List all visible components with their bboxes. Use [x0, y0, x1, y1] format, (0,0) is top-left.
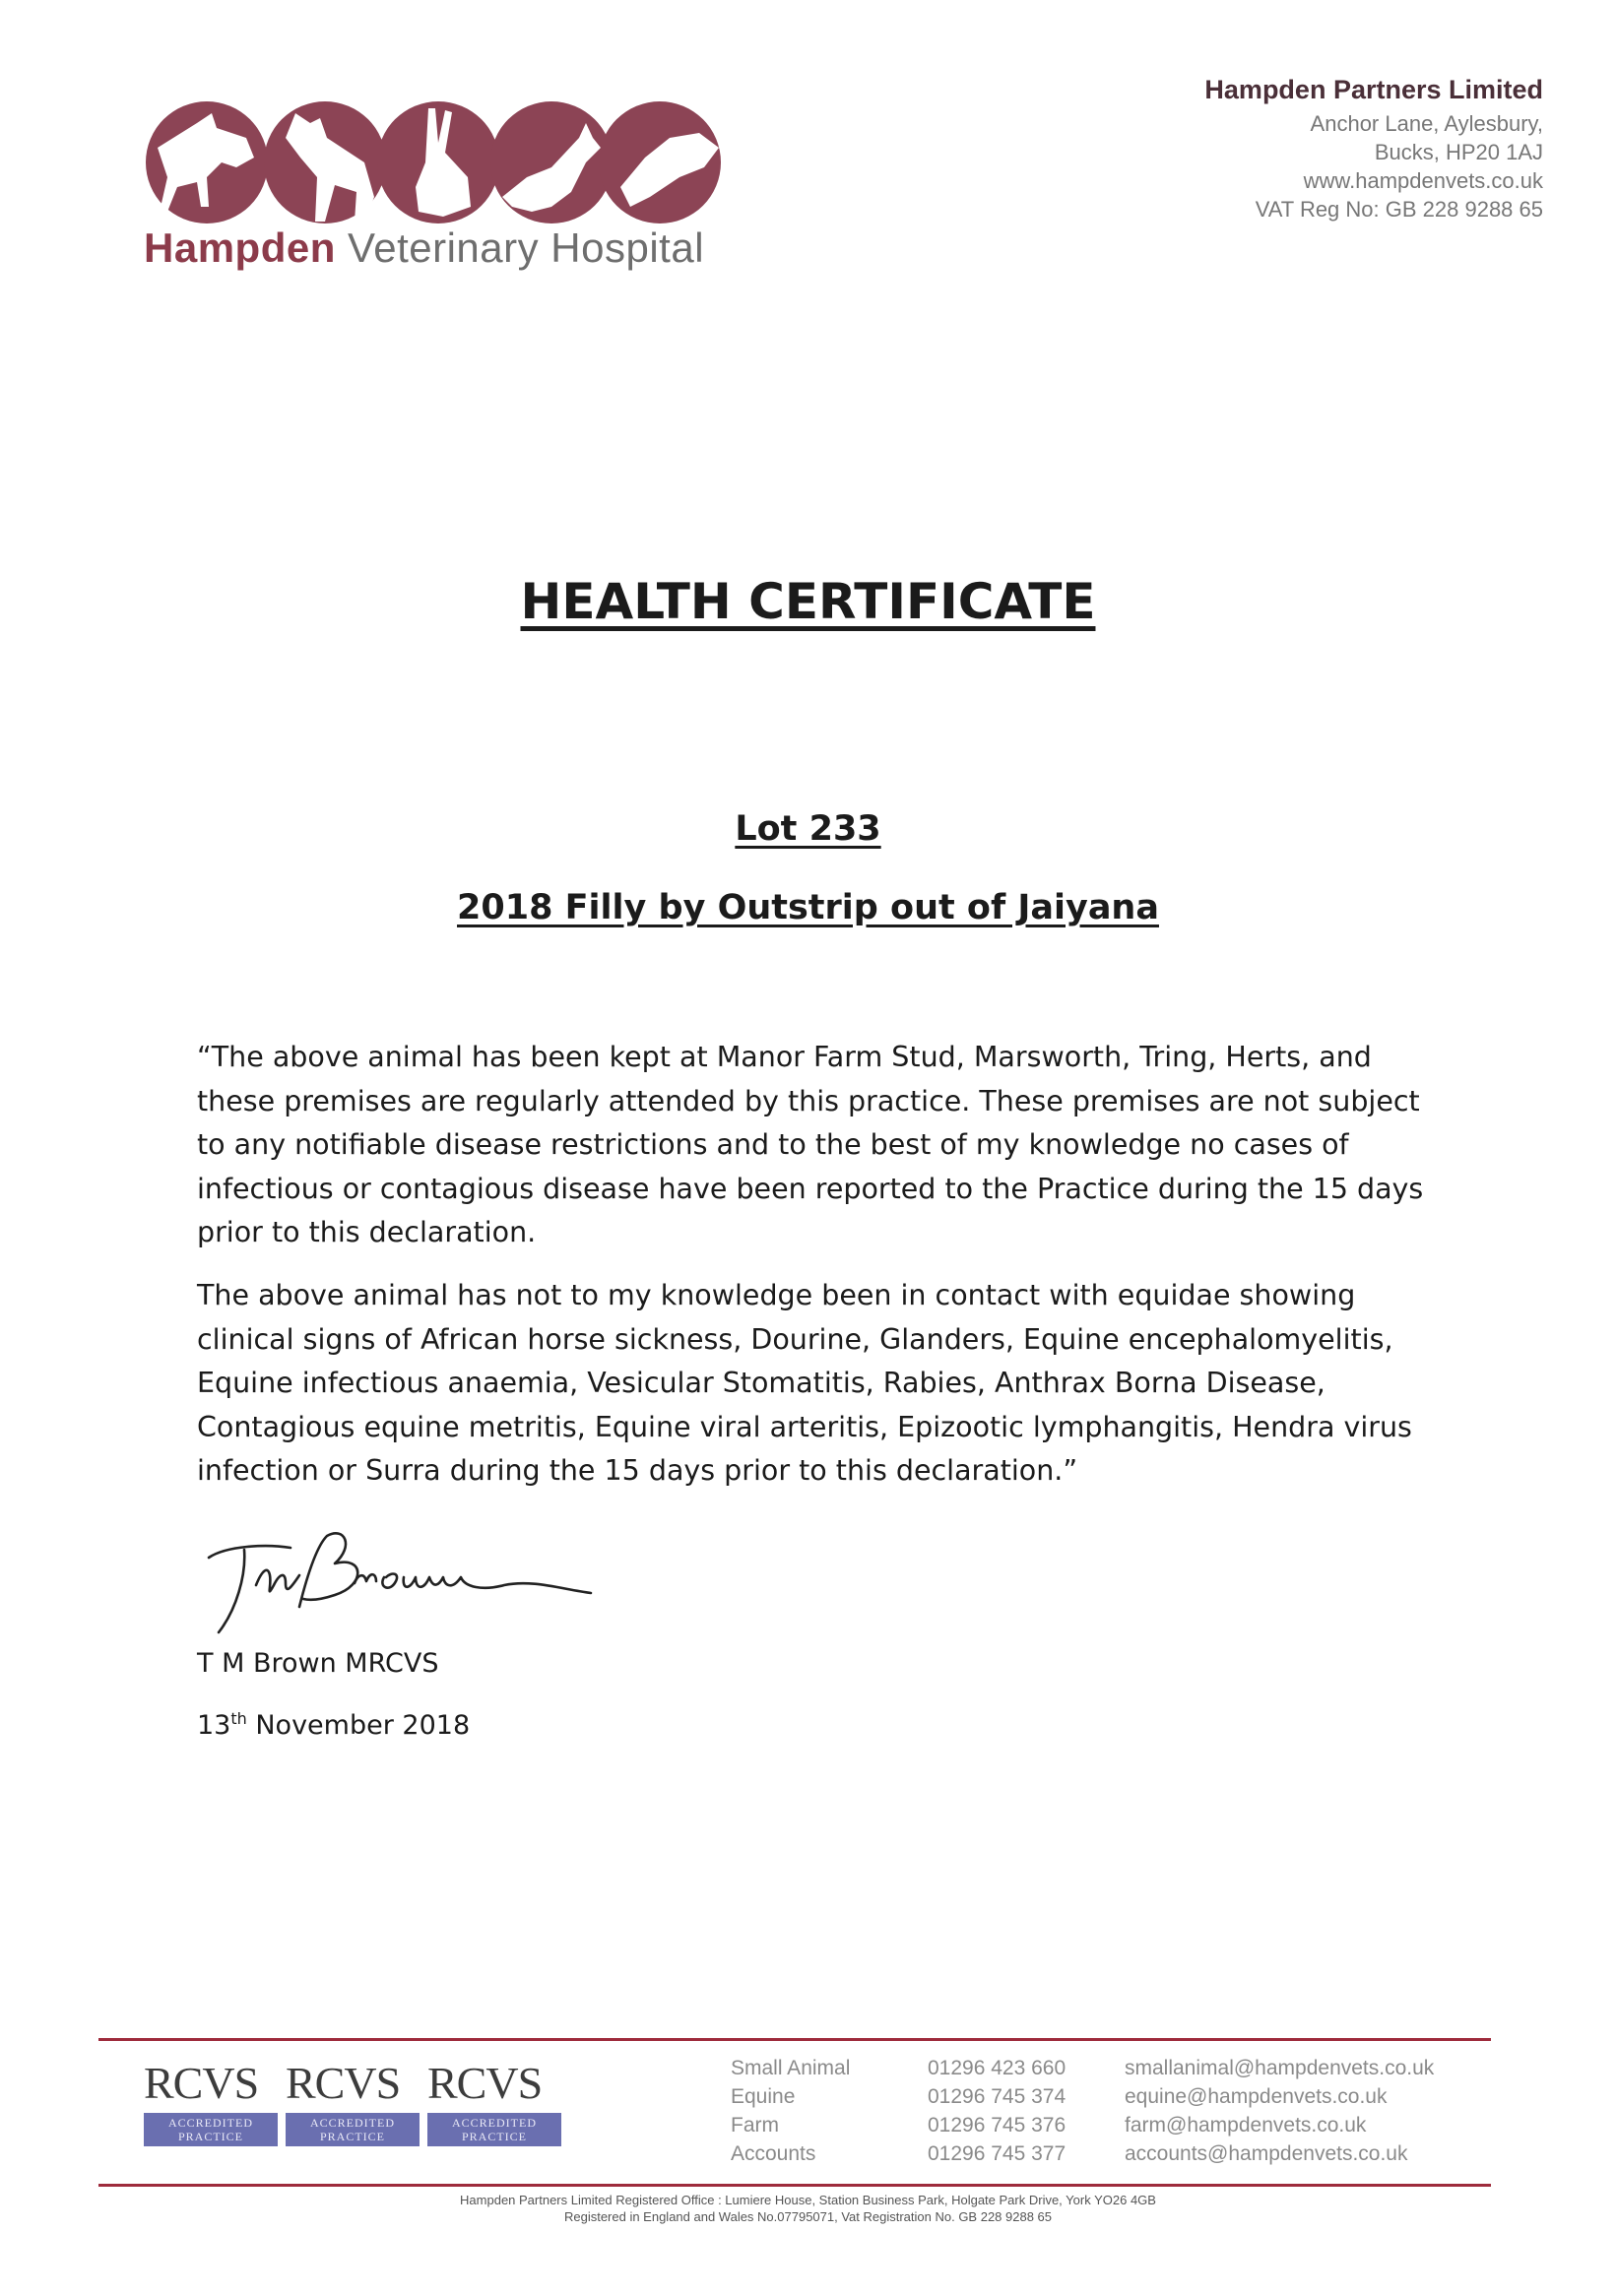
lot-number: Lot 233 — [735, 809, 881, 849]
contact-row — [731, 2054, 1519, 2082]
company-website: www.hampdenvets.co.uk — [1303, 168, 1543, 193]
rcvs-logo-text: RCVS — [144, 2058, 259, 2108]
rcvs-accredited-badge — [144, 2060, 278, 2160]
address-line-1: Anchor Lane, Aylesbury, — [1310, 111, 1543, 136]
contact-table — [731, 2054, 1519, 2168]
animal-description: 2018 Filly by Outstrip out of Jaiyana — [457, 888, 1159, 927]
badge-line-1: ACCREDITED — [452, 2116, 537, 2130]
certificate-date — [197, 1709, 470, 1741]
badge-line-2: PRACTICE — [319, 2130, 385, 2143]
date-month-year: November 2018 — [246, 1710, 471, 1741]
contact-email: equine@hampdenvets.co.uk — [1125, 2085, 1388, 2108]
registered-office-line: Hampden Partners Limited Registered Office : Lumiere House, Station Business Park, Holgate Park Drive, York YO26 4GB — [460, 2193, 1156, 2207]
badge-line-2: PRACTICE — [177, 2130, 243, 2143]
vat-number: VAT Reg No: GB 228 9288 65 — [1255, 197, 1543, 222]
date-ordinal-suffix: th — [230, 1709, 247, 1728]
contact-email: farm@hampdenvets.co.uk — [1125, 2114, 1367, 2137]
declaration-paragraph-2: The above animal has not to my knowledge been in contact with equidae showing clinical signs of African horse sickness, Dourine, Glanders, Equine encephalomyelitis, Equine infectious anaemia, Vesicular Stomatitis, Rabies, Anthrax Borna Disease, Contagious equine metritis, Equine viral arteritis, Epizootic lymphangitis, Hendra virus infection or Surra during the 15 days prior to this declaration.” — [197, 1279, 1412, 1487]
badge-line-2: PRACTICE — [461, 2130, 527, 2143]
contact-row — [731, 2082, 1519, 2111]
accredited-practice-label — [427, 2113, 561, 2146]
contact-email: accounts@hampdenvets.co.uk — [1125, 2142, 1408, 2165]
company-address-block — [1031, 75, 1543, 223]
accredited-practice-label — [144, 2113, 278, 2146]
declaration-paragraph-1: “The above animal has been kept at Manor Farm Stud, Marsworth, Tring, Herts, and these premises are regularly attended by this practice. These premises are not subject to any notifiable disease restrictions and to the best of my knowledge no cases of infectious or contagious disease have been reported to the Practice during the 15 days prior to this declaration. — [197, 1041, 1424, 1248]
contact-department: Farm — [731, 2114, 779, 2137]
badge-line-1: ACCREDITED — [168, 2116, 253, 2130]
logo-name-bold: Hampden — [144, 224, 336, 271]
footer-top-rule — [98, 2038, 1491, 2041]
contact-department: Equine — [731, 2085, 796, 2108]
logo-wordmark — [144, 224, 704, 272]
contact-row — [731, 2139, 1519, 2168]
contact-row — [731, 2111, 1519, 2139]
rcvs-logo-text: RCVS — [427, 2058, 543, 2108]
contact-email: smallanimal@hampdenvets.co.uk — [1125, 2057, 1435, 2079]
signer-name: T M Brown MRCVS — [197, 1648, 439, 1679]
accredited-practice-label — [286, 2113, 420, 2146]
signature — [197, 1516, 620, 1644]
logo-name-rest: Veterinary Hospital — [348, 224, 705, 271]
badge-line-1: ACCREDITED — [310, 2116, 395, 2130]
contact-phone: 01296 745 374 — [928, 2085, 1067, 2108]
date-day: 13 — [197, 1710, 231, 1741]
contact-phone: 01296 423 660 — [928, 2057, 1067, 2079]
rcvs-logo-text: RCVS — [286, 2058, 401, 2108]
rcvs-accredited-badge — [427, 2060, 561, 2160]
contact-phone: 01296 745 376 — [928, 2114, 1067, 2137]
contact-department: Accounts — [731, 2142, 816, 2165]
contact-department: Small Animal — [731, 2057, 851, 2079]
company-name: Hampden Partners Limited — [1204, 75, 1543, 104]
registration-numbers-line: Registered in England and Wales No.07795071, Vat Registration No. GB 228 9288 65 — [563, 2209, 1053, 2224]
rcvs-accredited-badge — [286, 2060, 420, 2160]
address-line-2: Bucks, HP20 1AJ — [1374, 140, 1543, 164]
footer-bottom-rule — [98, 2184, 1491, 2187]
contact-phone: 01296 745 377 — [928, 2142, 1067, 2165]
page-title: HEALTH CERTIFICATE — [520, 573, 1096, 630]
